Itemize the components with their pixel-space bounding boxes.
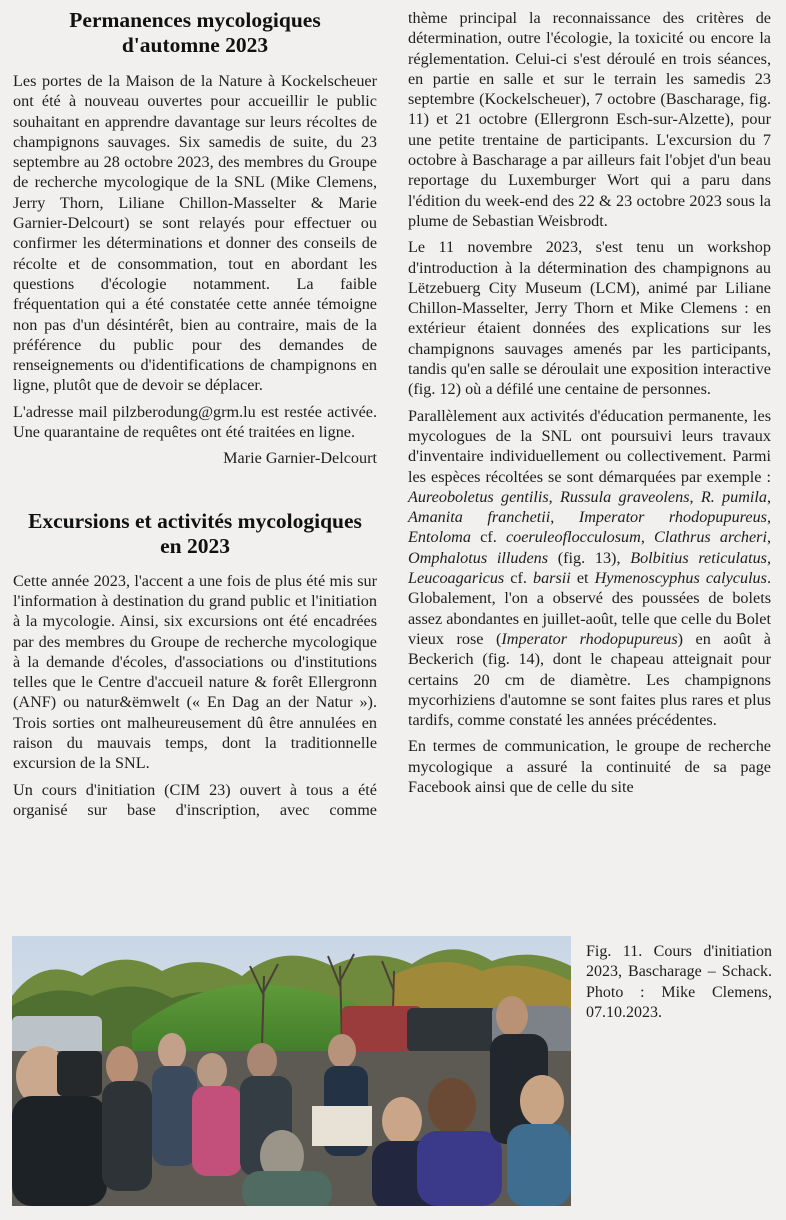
excursion-group-photo xyxy=(12,936,571,1206)
paragraph-text-segment: , xyxy=(766,528,772,547)
article2-paragraph-2-cont: thème principal la reconnaissance des critères de détermination, outre l'écologie, la toxicité ou encore la réglementation. Celui-ci s'est déroulé en trois séances, en partie en salle et sur le terrain les samedis 23 septembre (Kockelscheuer), 7 octobre (Bascharage, fig. 11) et 21 octobre (Ellergronn Esch-sur-Alzette), pour une petite trentaine de participants. L'excursion du 7 octobre à Bascharage a par ailleurs fait l'objet d'un beau reportage du Luxemburger Wort qui a paru dans l'édition du week-end des 22 & 23 octobre 2023 sous la plume de Sebastian Weisbrodt. xyxy=(408,9,771,230)
figure-11-caption: Fig. 11. Cours d'initiation 2023, Bascharage – Schack. Photo : Mike Clemens, 07.10.2023. xyxy=(586,943,772,1022)
article1-paragraph-1: Les portes de la Maison de la Nature à Kockelscheuer ont été à nouveau ouvertes pour accueillir le public souhaitant en apprendre davantage sur leurs récoltes de champignons sauvages. Six samedis de suite, du 23 septembre au 28 octobre 2023, des membres du Groupe de recherche mycologique de la SNL (Mike Clemens, Jerry Thorn, Liliane Chillon-Masselter & Marie Garnier-Delcourt) se sont relayés pour effectuer ou confirmer les déterminations et donner des conseils de récolte et de consommation, tout en abordant les questions d'écologie notamment. La faible fréquentation qui a été constatée cette année témoigne non pas d'un désintérêt, bien au contraire, mais de la préférence du public pour des demandes de renseignements ou d'identifications de champignons en ligne, plutôt que de devoir se déplacer. xyxy=(13,72,377,395)
paragraph-text-segment: et xyxy=(570,569,595,588)
species-name: Aureoboletus gentilis xyxy=(408,487,549,506)
species-name: Imperator rhodopupureus xyxy=(501,629,678,648)
paragraph-text-segment: cf. xyxy=(470,528,506,547)
paragraph-text-segment: . Globalement, l'on a observé des poussées de bolets assez abondantes en juillet-août, telle que celle du Bolet vieux rose ( xyxy=(408,569,772,648)
article1-title-line1: Permanences mycologiques xyxy=(69,8,321,32)
paragraph-text-segment: , xyxy=(766,548,772,567)
species-name: coeruleoflocculosum xyxy=(505,528,641,547)
paragraph-text-segment: , xyxy=(766,508,772,527)
article2-title-line2: en 2023 xyxy=(160,533,230,558)
paragraph-text-segment: , xyxy=(548,487,560,506)
species-name: Russula graveolens xyxy=(559,487,690,506)
article1-paragraph-2: L'adresse mail pilzberodung@grm.lu est restée activée. Une quarantaine de requêtes ont été traitées en ligne. xyxy=(13,402,377,442)
article2-paragraph-2-start: Un cours d'initiation (CIM 23) ouvert à tous a été organisé sur base d'inscription, avec comme xyxy=(13,780,377,819)
article2-title-line1: Excursions et activités mycologiques xyxy=(28,508,362,533)
species-name: Imperator rhodopupureus xyxy=(578,508,767,527)
paragraph-text-segment: , xyxy=(766,487,772,506)
article2-paragraph-4 xyxy=(408,406,771,731)
article2-title xyxy=(13,509,377,559)
article2-paragraph-5: En termes de communication, le groupe de recherche mycologique a assuré la continuité de sa page Facebook ainsi que de celle du site xyxy=(408,737,771,796)
species-name: Entoloma xyxy=(408,528,471,547)
paragraph-text-segment: ) en août à Beckerich (fig. 14), dont le chapeau atteignait pour certains 20 cm de diamètre. Les champignons mycorhiziens d'automne se sont faites plus rares et plus tardifs, comme constaté les années précédentes. xyxy=(408,629,771,730)
paragraph-text-segment: Parallèlement aux activités d'éducation permanente, les mycologues de la SNL ont poursuivi leurs travaux d'inventaire individuellement ou collectivement. Parmi les espèces récoltées se sont démarquées par exemple : xyxy=(408,406,771,486)
article2-paragraph-1: Cette année 2023, l'accent a une fois de plus été mis sur l'information à destination du grand public et l'initiation à la mycologie. Ainsi, six excursions ont été encadrées par des membres du Groupe de recherche mycologique à la demande d'écoles, d'associations ou d'institutions telles que le Centre d'accueil nature & forêt Ellergronn (ANF) ou natur&ëmwelt (« En Dag an der Natur »). Trois sorties ont malheureusement dû être annulées en raison du mauvais temps, dont la traditionnelle excursion de la SNL. xyxy=(13,571,377,773)
paragraph-text-segment: (fig. 13), xyxy=(548,548,631,567)
species-name: barsii xyxy=(532,569,571,588)
species-name: R. pumila xyxy=(700,487,767,506)
figure-11-photo xyxy=(12,936,571,1206)
right-column xyxy=(408,8,771,803)
species-name: Omphalotus illudens xyxy=(408,548,549,567)
article1-title xyxy=(13,8,377,58)
article2-paragraph-3: Le 11 novembre 2023, s'est tenu un workshop d'introduction à la détermination des champignons au Lëtzebuerg City Museum (LCM), animé par Liliane Chillon-Masselter, Jerry Thorn et Mike Clemens : en extérieur étaient données des explications sur les champignons sauvages amenés par les participants, tandis qu'en salle se déroulait une exposition interactive (fig. 12) où a défilé une centaine de personnes. xyxy=(408,238,771,399)
species-name: Bolbitius reticulatus xyxy=(630,548,767,567)
left-column xyxy=(13,8,377,820)
species-name: Leucoagaricus xyxy=(408,569,505,588)
species-name: Hymenoscyphus calyculus xyxy=(594,569,767,588)
paragraph-text-segment: cf. xyxy=(504,569,533,588)
species-name: Clathrus archeri xyxy=(654,528,767,547)
article1-title-line2: d'automne 2023 xyxy=(121,33,269,57)
paragraph-text-segment: , xyxy=(640,528,655,547)
article1-author: Marie Garnier-Delcourt xyxy=(223,449,377,468)
paragraph-text-segment: , xyxy=(550,508,579,527)
paragraph-text-segment: , xyxy=(689,487,701,506)
species-name: Amanita franchetii xyxy=(408,508,551,527)
